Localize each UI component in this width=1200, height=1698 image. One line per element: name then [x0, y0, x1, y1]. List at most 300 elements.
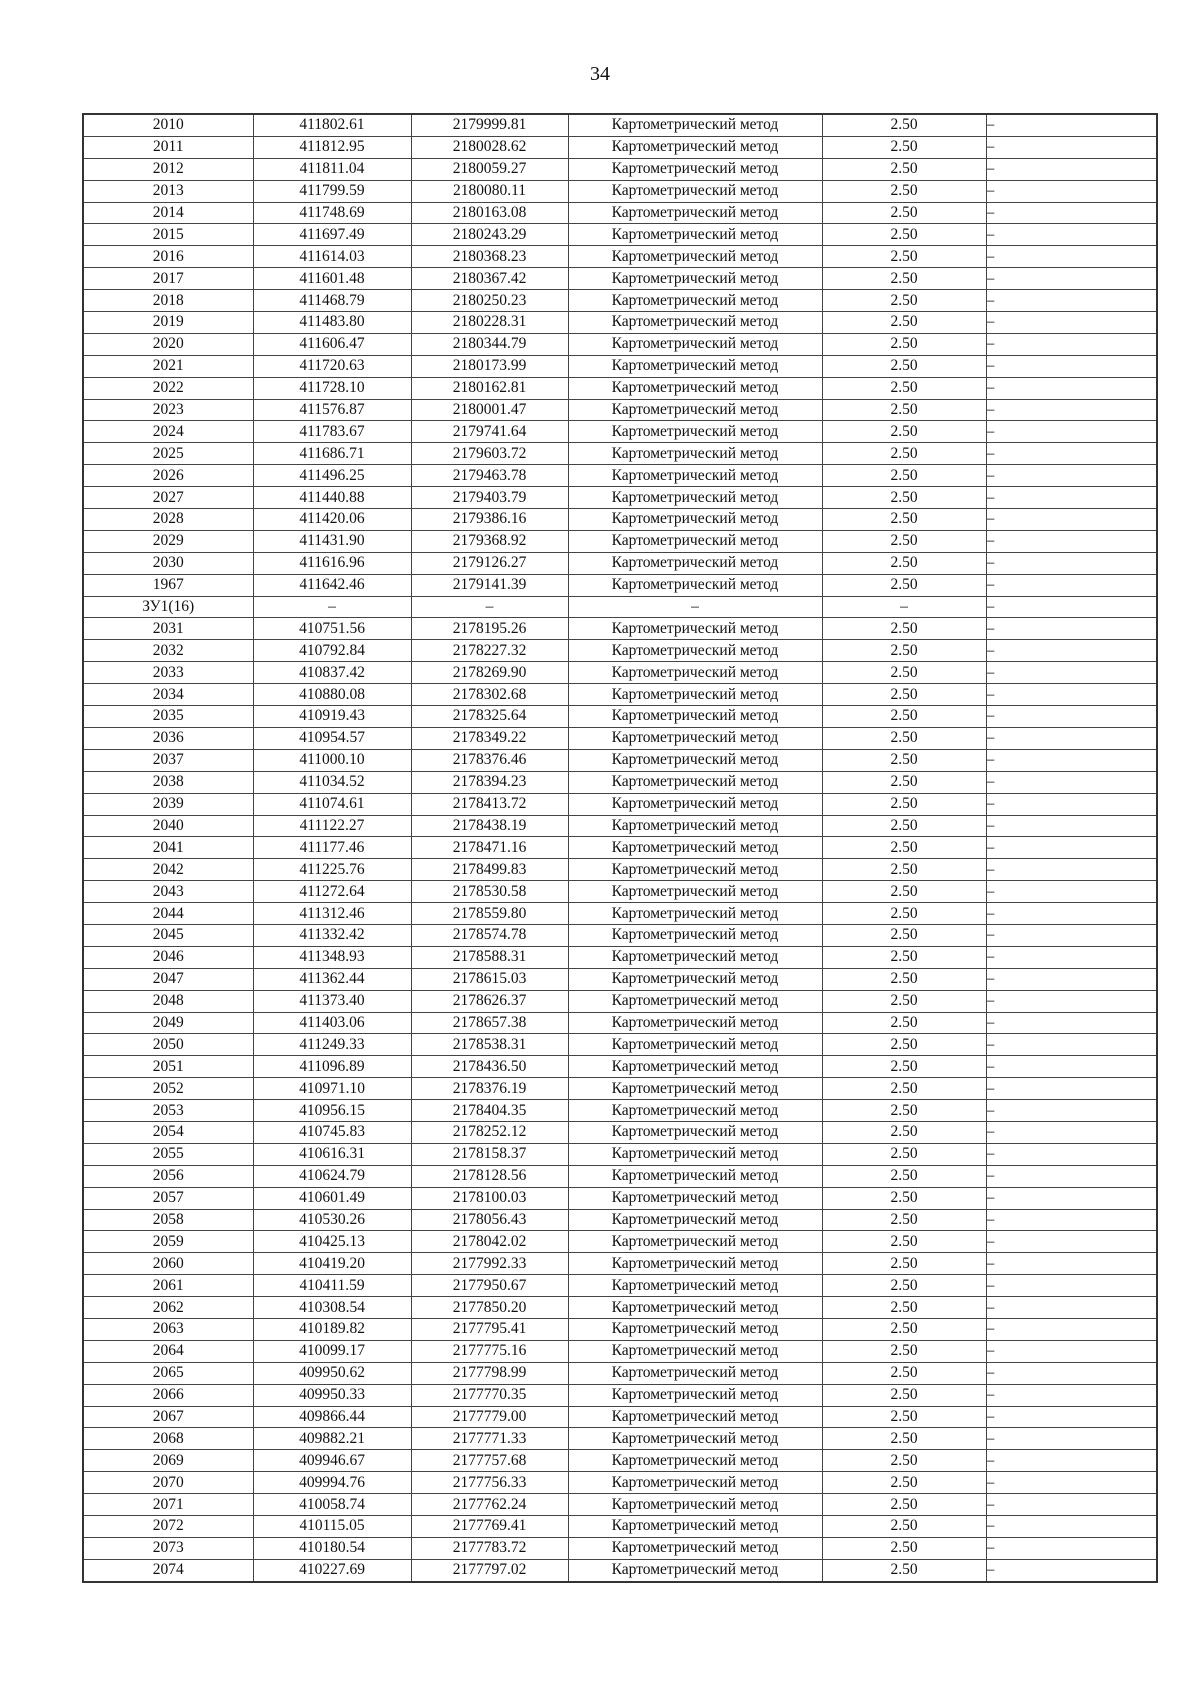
description-cell: –: [986, 290, 1157, 312]
y-coordinate-cell: 2179999.81: [411, 114, 568, 136]
precision-cell: 2.50: [822, 771, 986, 793]
method-cell: Картометрический метод: [568, 290, 822, 312]
table-row: [83, 749, 1157, 771]
point-number-cell: 2060: [83, 1253, 253, 1275]
description-cell: –: [986, 421, 1157, 443]
method-cell: Картометрический метод: [568, 509, 822, 531]
point-number-cell: 2069: [83, 1450, 253, 1472]
description-cell: –: [986, 1340, 1157, 1362]
method-cell: Картометрический метод: [568, 399, 822, 421]
table-row: [83, 903, 1157, 925]
table-row: [83, 1297, 1157, 1319]
description-cell: –: [986, 1318, 1157, 1340]
y-coordinate-cell: 2178376.19: [411, 1078, 568, 1100]
method-cell: Картометрический метод: [568, 202, 822, 224]
y-coordinate-cell: 2180243.29: [411, 224, 568, 246]
description-cell: –: [986, 815, 1157, 837]
y-coordinate-cell: 2179603.72: [411, 443, 568, 465]
x-coordinate-cell: 411272.64: [253, 881, 411, 903]
point-number-cell: 2020: [83, 333, 253, 355]
description-cell: –: [986, 706, 1157, 728]
method-cell: Картометрический метод: [568, 180, 822, 202]
y-coordinate-cell: 2178128.56: [411, 1165, 568, 1187]
point-number-cell: 2015: [83, 224, 253, 246]
description-cell: –: [986, 771, 1157, 793]
x-coordinate-cell: 411122.27: [253, 815, 411, 837]
description-cell: –: [986, 1078, 1157, 1100]
method-cell: Картометрический метод: [568, 552, 822, 574]
table-row: [83, 837, 1157, 859]
x-coordinate-cell: 411420.06: [253, 509, 411, 531]
description-cell: –: [986, 1450, 1157, 1472]
description-cell: –: [986, 1275, 1157, 1297]
description-cell: –: [986, 881, 1157, 903]
precision-cell: 2.50: [822, 946, 986, 968]
point-number-cell: 2052: [83, 1078, 253, 1100]
table-row: [83, 1384, 1157, 1406]
description-cell: –: [986, 640, 1157, 662]
precision-cell: 2.50: [822, 1559, 986, 1581]
point-number-cell: 2045: [83, 924, 253, 946]
x-coordinate-cell: 411614.03: [253, 246, 411, 268]
table-row: [83, 1253, 1157, 1275]
x-coordinate-cell: 411686.71: [253, 443, 411, 465]
table-row: [83, 202, 1157, 224]
precision-cell: 2.50: [822, 487, 986, 509]
description-cell: –: [986, 136, 1157, 158]
table-row: [83, 1450, 1157, 1472]
method-cell: Картометрический метод: [568, 1472, 822, 1494]
y-coordinate-cell: 2178559.80: [411, 903, 568, 925]
point-number-cell: 2036: [83, 727, 253, 749]
precision-cell: 2.50: [822, 618, 986, 640]
y-coordinate-cell: 2177757.68: [411, 1450, 568, 1472]
table-row: [83, 727, 1157, 749]
y-coordinate-cell: 2180228.31: [411, 312, 568, 334]
method-cell: Картометрический метод: [568, 268, 822, 290]
y-coordinate-cell: 2180344.79: [411, 333, 568, 355]
table-row: [83, 1231, 1157, 1253]
method-cell: Картометрический метод: [568, 749, 822, 771]
point-number-cell: 2072: [83, 1516, 253, 1538]
description-cell: –: [986, 749, 1157, 771]
y-coordinate-cell: 2178042.02: [411, 1231, 568, 1253]
table-row: [83, 136, 1157, 158]
precision-cell: 2.50: [822, 355, 986, 377]
x-coordinate-cell: 410880.08: [253, 684, 411, 706]
precision-cell: 2.50: [822, 1187, 986, 1209]
point-number-cell: 2021: [83, 355, 253, 377]
y-coordinate-cell: 2177756.33: [411, 1472, 568, 1494]
y-coordinate-cell: 2180368.23: [411, 246, 568, 268]
point-number-cell: 2042: [83, 859, 253, 881]
x-coordinate-cell: 409950.33: [253, 1384, 411, 1406]
description-cell: –: [986, 268, 1157, 290]
precision-cell: 2.50: [822, 1362, 986, 1384]
table-row: [83, 684, 1157, 706]
x-coordinate-cell: 411249.33: [253, 1034, 411, 1056]
y-coordinate-cell: 2179741.64: [411, 421, 568, 443]
point-number-cell: 2047: [83, 968, 253, 990]
method-cell: Картометрический метод: [568, 224, 822, 246]
description-cell: –: [986, 924, 1157, 946]
method-cell: –: [568, 596, 822, 618]
x-coordinate-cell: 410308.54: [253, 1297, 411, 1319]
method-cell: Картометрический метод: [568, 946, 822, 968]
table-row: [83, 596, 1157, 618]
description-cell: –: [986, 1297, 1157, 1319]
table-row: [83, 1187, 1157, 1209]
y-coordinate-cell: 2178158.37: [411, 1143, 568, 1165]
method-cell: Картометрический метод: [568, 1516, 822, 1538]
x-coordinate-cell: 410745.83: [253, 1121, 411, 1143]
method-cell: Картометрический метод: [568, 1318, 822, 1340]
point-number-cell: ЗУ1(16): [83, 596, 253, 618]
table-row: [83, 268, 1157, 290]
precision-cell: 2.50: [822, 903, 986, 925]
description-cell: –: [986, 1472, 1157, 1494]
y-coordinate-cell: 2178252.12: [411, 1121, 568, 1143]
x-coordinate-cell: 410919.43: [253, 706, 411, 728]
description-cell: –: [986, 1384, 1157, 1406]
description-cell: –: [986, 903, 1157, 925]
point-number-cell: 2068: [83, 1428, 253, 1450]
description-cell: –: [986, 1428, 1157, 1450]
point-number-cell: 1967: [83, 574, 253, 596]
description-cell: –: [986, 1231, 1157, 1253]
method-cell: Картометрический метод: [568, 1121, 822, 1143]
y-coordinate-cell: 2178657.38: [411, 1012, 568, 1034]
precision-cell: 2.50: [822, 1231, 986, 1253]
method-cell: Картометрический метод: [568, 1362, 822, 1384]
point-number-cell: 2062: [83, 1297, 253, 1319]
precision-cell: 2.50: [822, 465, 986, 487]
point-number-cell: 2061: [83, 1275, 253, 1297]
precision-cell: 2.50: [822, 399, 986, 421]
precision-cell: 2.50: [822, 1406, 986, 1428]
y-coordinate-cell: 2178100.03: [411, 1187, 568, 1209]
point-number-cell: 2039: [83, 793, 253, 815]
table-row: [83, 706, 1157, 728]
x-coordinate-cell: 411720.63: [253, 355, 411, 377]
description-cell: –: [986, 377, 1157, 399]
point-number-cell: 2026: [83, 465, 253, 487]
point-number-cell: 2038: [83, 771, 253, 793]
table-row: [83, 1275, 1157, 1297]
y-coordinate-cell: 2178056.43: [411, 1209, 568, 1231]
table-row: [83, 771, 1157, 793]
y-coordinate-cell: 2177771.33: [411, 1428, 568, 1450]
method-cell: Картометрический метод: [568, 1340, 822, 1362]
method-cell: Картометрический метод: [568, 333, 822, 355]
table-row: [83, 1165, 1157, 1187]
description-cell: –: [986, 530, 1157, 552]
point-number-cell: 2048: [83, 990, 253, 1012]
method-cell: Картометрический метод: [568, 1384, 822, 1406]
point-number-cell: 2019: [83, 312, 253, 334]
method-cell: Картометрический метод: [568, 990, 822, 1012]
table-row: [83, 1012, 1157, 1034]
x-coordinate-cell: 409882.21: [253, 1428, 411, 1450]
point-number-cell: 2018: [83, 290, 253, 312]
method-cell: Картометрический метод: [568, 1143, 822, 1165]
y-coordinate-cell: 2177795.41: [411, 1318, 568, 1340]
y-coordinate-cell: 2178574.78: [411, 924, 568, 946]
precision-cell: 2.50: [822, 224, 986, 246]
method-cell: Картометрический метод: [568, 903, 822, 925]
method-cell: Картометрический метод: [568, 246, 822, 268]
y-coordinate-cell: 2177762.24: [411, 1494, 568, 1516]
y-coordinate-cell: 2178195.26: [411, 618, 568, 640]
coordinates-table: [82, 113, 1158, 1583]
x-coordinate-cell: 410530.26: [253, 1209, 411, 1231]
method-cell: Картометрический метод: [568, 1494, 822, 1516]
y-coordinate-cell: 2179126.27: [411, 552, 568, 574]
precision-cell: 2.50: [822, 1078, 986, 1100]
method-cell: Картометрический метод: [568, 727, 822, 749]
point-number-cell: 2013: [83, 180, 253, 202]
x-coordinate-cell: 410419.20: [253, 1253, 411, 1275]
y-coordinate-cell: 2177779.00: [411, 1406, 568, 1428]
table-row: [83, 968, 1157, 990]
description-cell: –: [986, 837, 1157, 859]
table-row: [83, 815, 1157, 837]
precision-cell: 2.50: [822, 706, 986, 728]
description-cell: –: [986, 180, 1157, 202]
y-coordinate-cell: 2178404.35: [411, 1100, 568, 1122]
x-coordinate-cell: 410115.05: [253, 1516, 411, 1538]
point-number-cell: 2055: [83, 1143, 253, 1165]
method-cell: Картометрический метод: [568, 465, 822, 487]
table-row: [83, 290, 1157, 312]
table-row: [83, 1516, 1157, 1538]
point-number-cell: 2028: [83, 509, 253, 531]
table-row: [83, 1143, 1157, 1165]
method-cell: Картометрический метод: [568, 1253, 822, 1275]
method-cell: Картометрический метод: [568, 487, 822, 509]
table-row: [83, 574, 1157, 596]
description-cell: –: [986, 968, 1157, 990]
description-cell: –: [986, 399, 1157, 421]
method-cell: Картометрический метод: [568, 1275, 822, 1297]
precision-cell: 2.50: [822, 1516, 986, 1538]
table-row: [83, 793, 1157, 815]
y-coordinate-cell: 2178413.72: [411, 793, 568, 815]
point-number-cell: 2074: [83, 1559, 253, 1581]
point-number-cell: 2024: [83, 421, 253, 443]
point-number-cell: 2051: [83, 1056, 253, 1078]
x-coordinate-cell: 411728.10: [253, 377, 411, 399]
x-coordinate-cell: 410058.74: [253, 1494, 411, 1516]
table-row: [83, 552, 1157, 574]
precision-cell: 2.50: [822, 968, 986, 990]
x-coordinate-cell: 409994.76: [253, 1472, 411, 1494]
x-coordinate-cell: 410792.84: [253, 640, 411, 662]
point-number-cell: 2014: [83, 202, 253, 224]
precision-cell: 2.50: [822, 377, 986, 399]
y-coordinate-cell: 2178349.22: [411, 727, 568, 749]
description-cell: –: [986, 202, 1157, 224]
x-coordinate-cell: –: [253, 596, 411, 618]
point-number-cell: 2043: [83, 881, 253, 903]
point-number-cell: 2041: [83, 837, 253, 859]
point-number-cell: 2071: [83, 1494, 253, 1516]
method-cell: Картометрический метод: [568, 443, 822, 465]
x-coordinate-cell: 411802.61: [253, 114, 411, 136]
point-number-cell: 2065: [83, 1362, 253, 1384]
precision-cell: 2.50: [822, 312, 986, 334]
y-coordinate-cell: 2177950.67: [411, 1275, 568, 1297]
y-coordinate-cell: 2177775.16: [411, 1340, 568, 1362]
x-coordinate-cell: 411177.46: [253, 837, 411, 859]
method-cell: Картометрический метод: [568, 377, 822, 399]
precision-cell: 2.50: [822, 640, 986, 662]
point-number-cell: 2040: [83, 815, 253, 837]
precision-cell: 2.50: [822, 1100, 986, 1122]
precision-cell: 2.50: [822, 1494, 986, 1516]
method-cell: Картометрический метод: [568, 1537, 822, 1559]
method-cell: Картометрический метод: [568, 136, 822, 158]
point-number-cell: 2063: [83, 1318, 253, 1340]
precision-cell: 2.50: [822, 1253, 986, 1275]
point-number-cell: 2037: [83, 749, 253, 771]
x-coordinate-cell: 409946.67: [253, 1450, 411, 1472]
x-coordinate-cell: 411483.80: [253, 312, 411, 334]
precision-cell: 2.50: [822, 837, 986, 859]
precision-cell: 2.50: [822, 990, 986, 1012]
precision-cell: 2.50: [822, 684, 986, 706]
table-row: [83, 1100, 1157, 1122]
method-cell: Картометрический метод: [568, 574, 822, 596]
y-coordinate-cell: 2180367.42: [411, 268, 568, 290]
table-row: [83, 1428, 1157, 1450]
x-coordinate-cell: 411034.52: [253, 771, 411, 793]
method-cell: Картометрический метод: [568, 1034, 822, 1056]
x-coordinate-cell: 411431.90: [253, 530, 411, 552]
description-cell: –: [986, 1516, 1157, 1538]
x-coordinate-cell: 411601.48: [253, 268, 411, 290]
x-coordinate-cell: 410099.17: [253, 1340, 411, 1362]
y-coordinate-cell: 2177992.33: [411, 1253, 568, 1275]
table-row: [83, 158, 1157, 180]
table-row: [83, 355, 1157, 377]
y-coordinate-cell: 2177850.20: [411, 1297, 568, 1319]
method-cell: Картометрический метод: [568, 1231, 822, 1253]
x-coordinate-cell: 411096.89: [253, 1056, 411, 1078]
point-number-cell: 2033: [83, 662, 253, 684]
description-cell: –: [986, 1362, 1157, 1384]
precision-cell: 2.50: [822, 881, 986, 903]
precision-cell: 2.50: [822, 727, 986, 749]
point-number-cell: 2022: [83, 377, 253, 399]
table-row: [83, 443, 1157, 465]
point-number-cell: 2031: [83, 618, 253, 640]
point-number-cell: 2059: [83, 1231, 253, 1253]
point-number-cell: 2035: [83, 706, 253, 728]
table-row: [83, 924, 1157, 946]
x-coordinate-cell: 410954.57: [253, 727, 411, 749]
precision-cell: 2.50: [822, 1537, 986, 1559]
description-cell: –: [986, 114, 1157, 136]
point-number-cell: 2056: [83, 1165, 253, 1187]
description-cell: –: [986, 1056, 1157, 1078]
point-number-cell: 2025: [83, 443, 253, 465]
point-number-cell: 2017: [83, 268, 253, 290]
x-coordinate-cell: 411606.47: [253, 333, 411, 355]
table-row: [83, 1472, 1157, 1494]
precision-cell: 2.50: [822, 1340, 986, 1362]
precision-cell: 2.50: [822, 1012, 986, 1034]
description-cell: –: [986, 1406, 1157, 1428]
point-number-cell: 2067: [83, 1406, 253, 1428]
coordinates-table-body: [83, 114, 1157, 1582]
x-coordinate-cell: 410751.56: [253, 618, 411, 640]
precision-cell: 2.50: [822, 443, 986, 465]
description-cell: –: [986, 224, 1157, 246]
method-cell: Картометрический метод: [568, 158, 822, 180]
precision-cell: 2.50: [822, 158, 986, 180]
table-row: [83, 509, 1157, 531]
point-number-cell: 2034: [83, 684, 253, 706]
description-cell: –: [986, 1165, 1157, 1187]
method-cell: Картометрический метод: [568, 815, 822, 837]
x-coordinate-cell: 411373.40: [253, 990, 411, 1012]
table-row: [83, 1209, 1157, 1231]
point-number-cell: 2054: [83, 1121, 253, 1143]
point-number-cell: 2053: [83, 1100, 253, 1122]
table-row: [83, 1034, 1157, 1056]
precision-cell: 2.50: [822, 421, 986, 443]
x-coordinate-cell: 411403.06: [253, 1012, 411, 1034]
precision-cell: 2.50: [822, 924, 986, 946]
x-coordinate-cell: 411348.93: [253, 946, 411, 968]
y-coordinate-cell: 2180163.08: [411, 202, 568, 224]
x-coordinate-cell: 411000.10: [253, 749, 411, 771]
precision-cell: 2.50: [822, 202, 986, 224]
method-cell: Картометрический метод: [568, 530, 822, 552]
precision-cell: 2.50: [822, 1428, 986, 1450]
y-coordinate-cell: 2178530.58: [411, 881, 568, 903]
precision-cell: –: [822, 596, 986, 618]
y-coordinate-cell: 2178538.31: [411, 1034, 568, 1056]
method-cell: Картометрический метод: [568, 1187, 822, 1209]
precision-cell: 2.50: [822, 859, 986, 881]
precision-cell: 2.50: [822, 114, 986, 136]
y-coordinate-cell: 2178325.64: [411, 706, 568, 728]
method-cell: Картометрический метод: [568, 1297, 822, 1319]
y-coordinate-cell: 2177769.41: [411, 1516, 568, 1538]
point-number-cell: 2029: [83, 530, 253, 552]
x-coordinate-cell: 411362.44: [253, 968, 411, 990]
description-cell: –: [986, 443, 1157, 465]
x-coordinate-cell: 411697.49: [253, 224, 411, 246]
point-number-cell: 2030: [83, 552, 253, 574]
y-coordinate-cell: 2179386.16: [411, 509, 568, 531]
x-coordinate-cell: 410601.49: [253, 1187, 411, 1209]
precision-cell: 2.50: [822, 749, 986, 771]
method-cell: Картометрический метод: [568, 662, 822, 684]
precision-cell: 2.50: [822, 1209, 986, 1231]
point-number-cell: 2073: [83, 1537, 253, 1559]
method-cell: Картометрический метод: [568, 771, 822, 793]
x-coordinate-cell: 410837.42: [253, 662, 411, 684]
method-cell: Картометрический метод: [568, 968, 822, 990]
precision-cell: 2.50: [822, 1275, 986, 1297]
table-row: [83, 333, 1157, 355]
method-cell: Картометрический метод: [568, 618, 822, 640]
table-row: [83, 1121, 1157, 1143]
description-cell: –: [986, 552, 1157, 574]
